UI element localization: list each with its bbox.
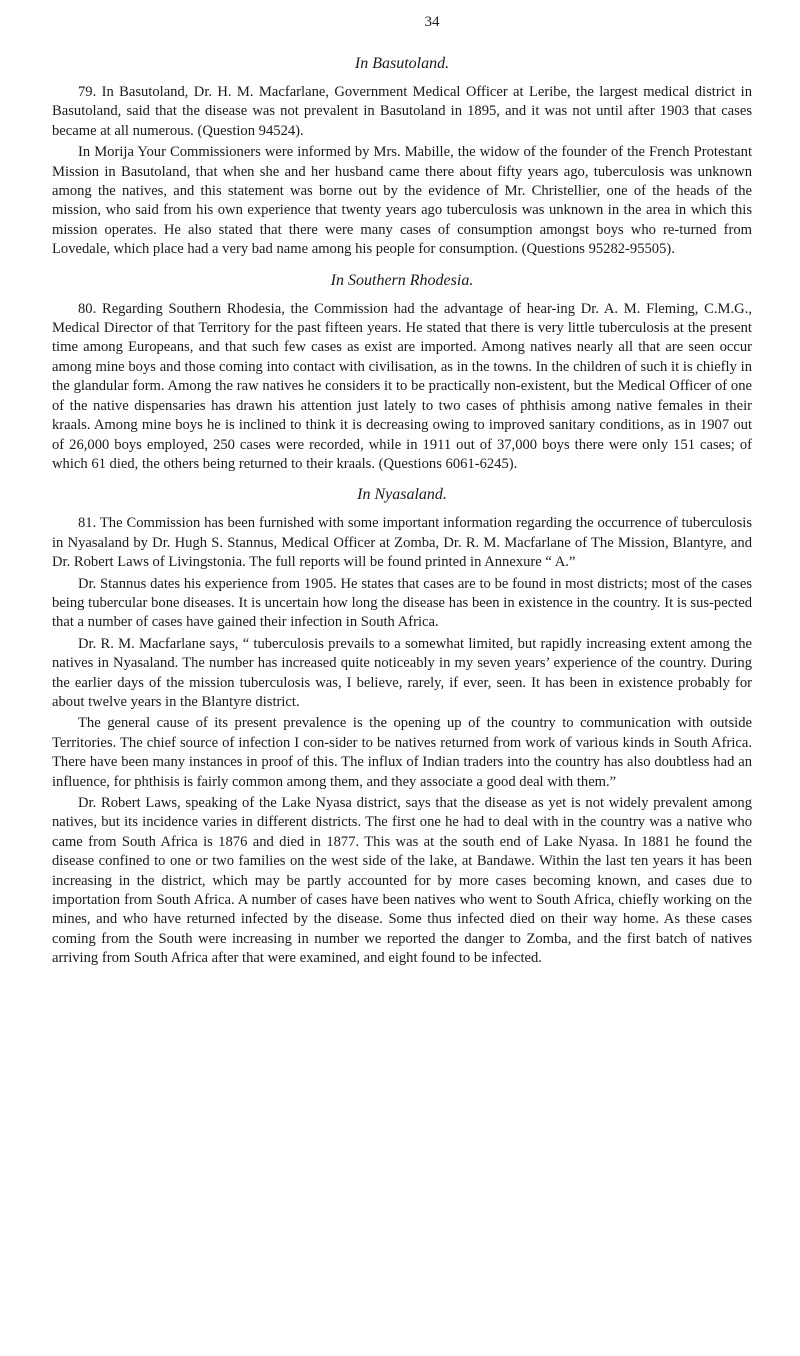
section-nyasaland bbox=[52, 486, 752, 968]
paragraph: In Morija Your Commissioners were informed by Mrs. Mabille, the widow of the founder of the French Protestant Mission in Basutoland, that when she and her husband came there about fifty years ago, tuberculosis was unknown among the natives, and this statement was borne out by the evidence of Mr. Christellier, one of the heads of the mission, who said from his own experience that twenty years ago tuberculosis was unknown in the area in which this mission operates. He also stated that there were many cases of consumption amongst boys who re-turned from Lovedale, which place had a very bad name among his people for consumption. (Questions 95282-95505). bbox=[52, 144, 752, 258]
paragraph: Dr. Stannus dates his experience from 1905. He states that cases are to be found in most districts; most of the cases being tubercular bone diseases. It is uncertain how long the disease has been in existence in the country. It is sus-pected that a number of cases have gained their infection in South Africa. bbox=[52, 575, 752, 631]
document-page bbox=[52, 14, 752, 981]
section-southern-rhodesia bbox=[52, 272, 752, 475]
section-heading: In Southern Rhodesia. bbox=[330, 271, 474, 289]
section-heading: In Basutoland. bbox=[354, 55, 450, 72]
paragraph: 79. In Basutoland, Dr. H. M. Macfarlane, Government Medical Officer at Leribe, the largest medical district in Basutoland, said that the disease was not prevalent in Basutoland in 1895, and it was not until after 1903 that cases became at all numerous. (Question 94524). bbox=[52, 84, 752, 139]
paragraph: The general cause of its present prevalence is the opening up of the country to communication with outside Territories. The chief source of infection I con-sider to be natives returned from work of various kinds in South Africa. There have been many instances in proof of this. The influx of Indian traders into the country has also doubtless had an influence, for phthisis is fairly common among them, and they associate a good deal with them.” bbox=[52, 715, 752, 790]
paragraph: Dr. Robert Laws, speaking of the Lake Nyasa district, says that the disease as yet is not widely prevalent among natives, but its incidence varies in different districts. The first one he had to deal with in the country was a native who came from South Africa is 1876 and died in 1877. This was at the south end of Lake Nyasa. In 1881 he found the disease confined to one or two families on the west side of the lake, at Bandawe. Within the last ten years it has been increasing in the district, which may be partly accounted for by more cases becoming known, and cases due to importation from South Africa. A number of cases have been natives who went to South Africa, chiefly working on the mines, and who have returned infected by the disease. Some thus infected died on their way home. As these cases coming from the South were increasing in number we reported the danger to Zomba, and the first batch of natives arriving from South Africa after that were examined, and eight found to be infected. bbox=[52, 795, 752, 967]
paragraph: Dr. R. M. Macfarlane says, “ tuberculosis prevails to a somewhat limited, but rapidly increasing extent among the natives in Nyasaland. The number has increased quite noticeably in my seven years’ experience of the country. During the earlier days of the mission tuberculosis was, I believe, rarely, if ever, seen. It has been in existence probably for about twelve years in the Blantyre district. bbox=[52, 635, 752, 710]
section-heading: In Nyasaland. bbox=[357, 486, 447, 504]
page-number: 34 bbox=[424, 14, 440, 30]
paragraph: 81. The Commission has been furnished with some important information regarding the occurrence of tuberculosis in Nyasaland by Dr. Hugh S. Stannus, Medical Officer at Zomba, Dr. R. M. Macfarlane of The Mission, Blantyre, and Dr. Robert Laws of Livingstonia. The full reports will be found printed in Annexure “ A.” bbox=[52, 515, 752, 571]
paragraph: 80. Regarding Southern Rhodesia, the Commission had the advantage of hear-ing Dr. A. M. Fleming, C.M.G., Medical Director of that Territory for the past fifteen years. He stated that there is very little tuberculosis at the present time among Europeans, and that such few cases as exist are imported. Among natives nearly all that are seen occur among mine boys and those coming into contact with civilisation, as in the towns. In the children of such it is chiefly in the glandular form. Among the raw natives he considers it to be practically non-existent, but the Medical Officer of one of the native dispensaries has drawn his attention just lately to two cases of phthisis among native females in their kraals. Among mine boys he is inclined to think it is decreasing owing to improved sanitary conditions, as in 1907 out of 26,000 boys employed, 250 cases were recorded, while in 1911 out of 37,000 boys there were only 151 cases; of which 61 died, the others being returned to their kraals. (Questions 6061-6245). bbox=[52, 300, 752, 472]
section-basutoland bbox=[52, 55, 752, 260]
